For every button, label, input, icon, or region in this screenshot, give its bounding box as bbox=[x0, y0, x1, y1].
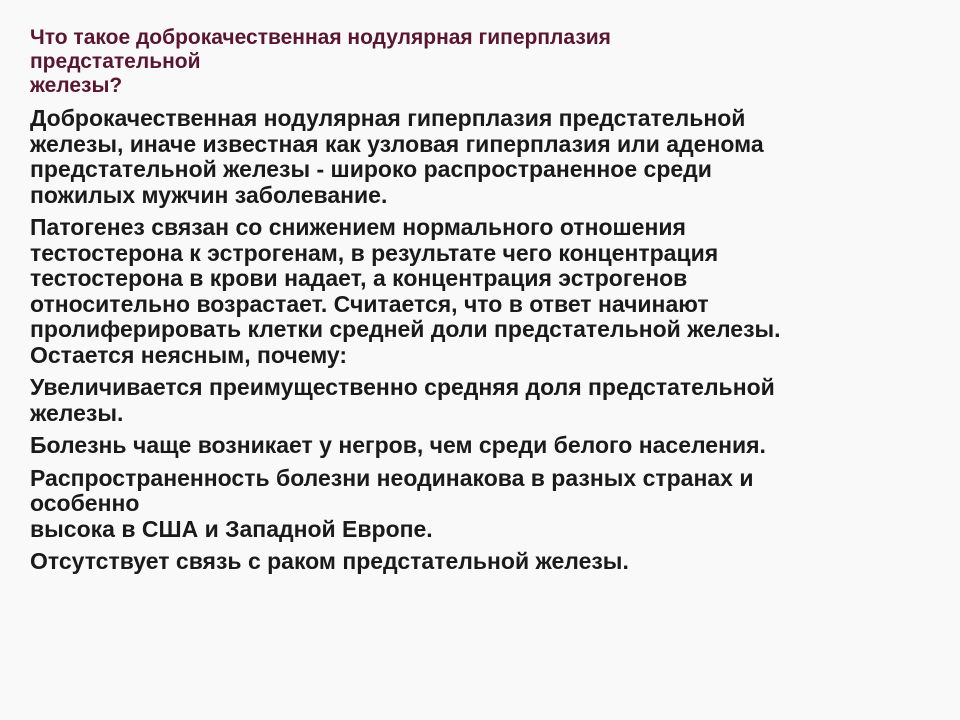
paragraph-population bbox=[30, 433, 920, 459]
text-line: особенно bbox=[30, 490, 140, 516]
text-line: тестостерона к эстрогенам, в результате чего концентрация bbox=[30, 239, 719, 266]
paragraph-cancer-link bbox=[30, 549, 920, 575]
title-line: Что такое доброкачественная нодулярная гиперплазия bbox=[30, 26, 611, 49]
text-line: Увеличивается преимущественно средняя доля предстательной bbox=[30, 374, 775, 400]
text-line: железы, иначе известная как узловая гиперплазия или аденома bbox=[30, 130, 764, 157]
text-line: Доброкачественная нодулярная гиперплазия предстательной bbox=[30, 105, 746, 131]
title-line: предстательной bbox=[30, 50, 201, 73]
text-line: тестостерона в крови надает, а концентрация эстрогенов bbox=[30, 265, 688, 291]
text-line: Остается неясным, почему: bbox=[30, 341, 348, 368]
text-line: Распространенность болезни неодинакова в разных странах и bbox=[30, 464, 754, 491]
paragraph-prevalence bbox=[30, 466, 920, 543]
text-line: Болезнь чаще возникает у негров, чем среди белого населения. bbox=[30, 432, 766, 458]
text-line: железы. bbox=[30, 399, 124, 426]
slide-title bbox=[30, 26, 920, 98]
text-line: Патогенез связан со снижением нормального отношения bbox=[30, 214, 686, 240]
text-line: относительно возрастает. Считается, что в ответ начинают bbox=[30, 290, 709, 317]
title-line: железы? bbox=[30, 74, 123, 97]
text-line: Отсутствует связь с раком предстательной железы. bbox=[30, 548, 629, 574]
text-line: предстательной железы - широко распространенное среди bbox=[30, 156, 712, 182]
slide-body bbox=[30, 106, 920, 575]
text-line: высока в США и Западной Европе. bbox=[30, 515, 433, 542]
paragraph-pathogenesis bbox=[30, 215, 920, 368]
paragraph-definition bbox=[30, 106, 920, 208]
text-line: пролиферировать клетки средней доли предстательной железы. bbox=[30, 316, 781, 342]
text-line: пожилых мужчин заболевание. bbox=[30, 181, 388, 208]
paragraph-middle-lobe bbox=[30, 375, 920, 426]
